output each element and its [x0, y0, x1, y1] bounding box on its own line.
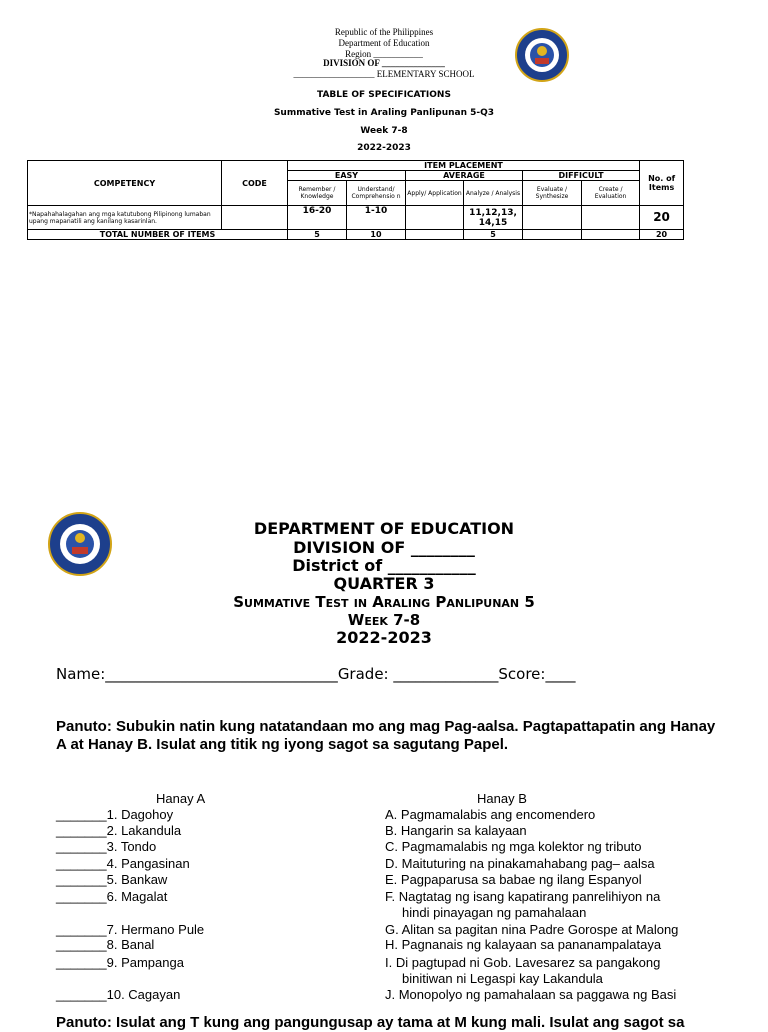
difficult-header: DIFFICULT: [523, 171, 640, 181]
total-analyze: 5: [464, 230, 523, 240]
competency-header: COMPETENCY: [28, 161, 222, 206]
hanay-b-item-j: J. Monopolyo ng pamahalaan sa paggawa ng Basi: [385, 987, 677, 1002]
hanay-b-item-f: F. Nagtatag ng isang kapatirang panrelihiyon na: [385, 889, 661, 904]
p2-department: DEPARTMENT OF EDUCATION: [253, 519, 515, 538]
evaluate-cell: [523, 206, 582, 230]
understand-header: Understand/ Comprehensio n: [347, 181, 406, 206]
remember-header: Remember / Knowledge: [288, 181, 347, 206]
hanay-a-item-1[interactable]: _______1. Dagohoy: [56, 807, 174, 822]
hanay-b-item-e: E. Pagpaparusa sa babae ng ilang Espanyol: [385, 872, 642, 887]
hanay-b-item-g: G. Alitan sa pagitan nina Padre Gorospe at Malong: [385, 922, 679, 937]
hanay-a-title: Hanay A: [156, 791, 206, 806]
specifications-table: [27, 160, 684, 240]
score-field[interactable]: Score:____: [498, 665, 576, 683]
average-header: AVERAGE: [406, 171, 523, 181]
hanay-a-item-4[interactable]: _______4. Pangasinan: [56, 856, 190, 871]
p2-district: District of ___________: [292, 556, 476, 575]
hanay-a-item-2[interactable]: _______2. Lakandula: [56, 823, 182, 838]
hanay-b-title: Hanay B: [477, 791, 527, 806]
hanay-a-item-7[interactable]: _______7. Hermano Pule: [56, 922, 205, 937]
no-items-header: No. of Items: [640, 161, 684, 206]
code-cell: [222, 206, 288, 230]
apply-cell: [406, 206, 464, 230]
hanay-b-item-b: B. Hangarin sa kalayaan: [385, 823, 527, 838]
hanay-a-item-5[interactable]: _______5. Bankaw: [56, 872, 168, 887]
item-placement-header: ITEM PLACEMENT: [288, 161, 640, 171]
p2-week: Week 7-8: [347, 611, 421, 629]
understand-cell: 1-10: [347, 206, 406, 230]
items-cell: 20: [640, 206, 684, 230]
tos-title: TABLE OF SPECIFICATIONS: [317, 90, 451, 100]
header-department: Department of Education: [338, 38, 430, 48]
hanay-b-item-a: A. Pagmamalabis ang encomendero: [385, 807, 596, 822]
hanay-b-item-i: I. Di pagtupad ni Gob. Lavesarez sa pangakong: [385, 955, 661, 970]
create-cell: [582, 206, 640, 230]
easy-header: EASY: [288, 171, 406, 181]
deped-seal-icon: [515, 28, 569, 82]
code-header: CODE: [222, 161, 288, 206]
grade-field[interactable]: Grade: ______________: [337, 665, 499, 683]
header-region: Region ___________: [345, 49, 423, 59]
hanay-b-item-c: C. Pagmamalabis ng mga kolektor ng tributo: [385, 839, 642, 854]
create-header: Create / Evaluation: [582, 181, 640, 206]
header-division: DIVISION OF ______________: [323, 58, 445, 68]
hanay-b-item-f-cont: hindi pinayagan ng pamahalaan: [402, 905, 587, 920]
total-label: TOTAL NUMBER OF ITEMS: [28, 230, 288, 240]
analyze-header: Analyze / Analysis: [464, 181, 523, 206]
next-instructions-cut: Panuto: Isulat ang T kung ang pangungusap ay tama at M kung mali. Isulat ang sagot sa: [56, 1014, 685, 1031]
p2-division: DIVISION OF ________: [293, 538, 475, 557]
name-field[interactable]: Name:_______________________________: [56, 665, 338, 683]
total-create: [582, 230, 640, 240]
remember-cell: 16-20: [288, 206, 347, 230]
hanay-b-item-i-cont: binitiwan ni Legaspi kay Lakandula: [402, 971, 603, 986]
competency-cell: *Napahahalagahan ang mga katutubong Pilipinong lumaban upang mapanatili ang kanilang kasarinlan.: [28, 206, 222, 230]
hanay-a-item-6[interactable]: _______6. Magalat: [56, 889, 168, 904]
total-understand: 10: [347, 230, 406, 240]
p2-test-title: Summative Test in Araling Panlipunan 5: [233, 593, 535, 611]
apply-header: Apply/ Application: [406, 181, 464, 206]
hanay-b-item-d: D. Maituturing na pinakamahabang pag– aalsa: [385, 856, 655, 871]
hanay-a-item-8[interactable]: _______8. Banal: [56, 937, 155, 952]
analyze-cell: 11,12,13, 14,15: [464, 206, 523, 230]
hanay-a-item-3[interactable]: _______3. Tondo: [56, 839, 157, 854]
hanay-a-item-10[interactable]: _______10. Cagayan: [56, 987, 181, 1002]
total-remember: 5: [288, 230, 347, 240]
p2-year: 2022-2023: [336, 628, 432, 647]
evaluate-header: Evaluate / Synthesize: [523, 181, 582, 206]
total-items: 20: [640, 230, 684, 240]
tos-week: Week 7-8: [360, 126, 408, 136]
header-school: __________________ ELEMENTARY SCHOOL: [293, 69, 475, 79]
hanay-a-item-9[interactable]: _______9. Pampanga: [56, 955, 184, 970]
total-apply: [406, 230, 464, 240]
total-evaluate: [523, 230, 582, 240]
tos-test-title: Summative Test in Araling Panlipunan 5-Q3: [273, 108, 495, 118]
hanay-b-item-h: H. Pagnanais ng kalayaan sa pananampalataya: [385, 937, 662, 952]
header-republic: Republic of the Philippines: [334, 27, 434, 37]
p2-quarter: QUARTER 3: [333, 574, 435, 593]
tos-year: 2022-2023: [357, 143, 411, 153]
student-info-line: [56, 664, 575, 684]
instructions: Panuto: Subukin natin kung natatandaan mo ang mag Pag-aalsa. Pagtapattapatin ang Hanay A at Hanay B. Isulat ang titik ng iyong sagot sa sagutang Papel.: [56, 718, 716, 753]
